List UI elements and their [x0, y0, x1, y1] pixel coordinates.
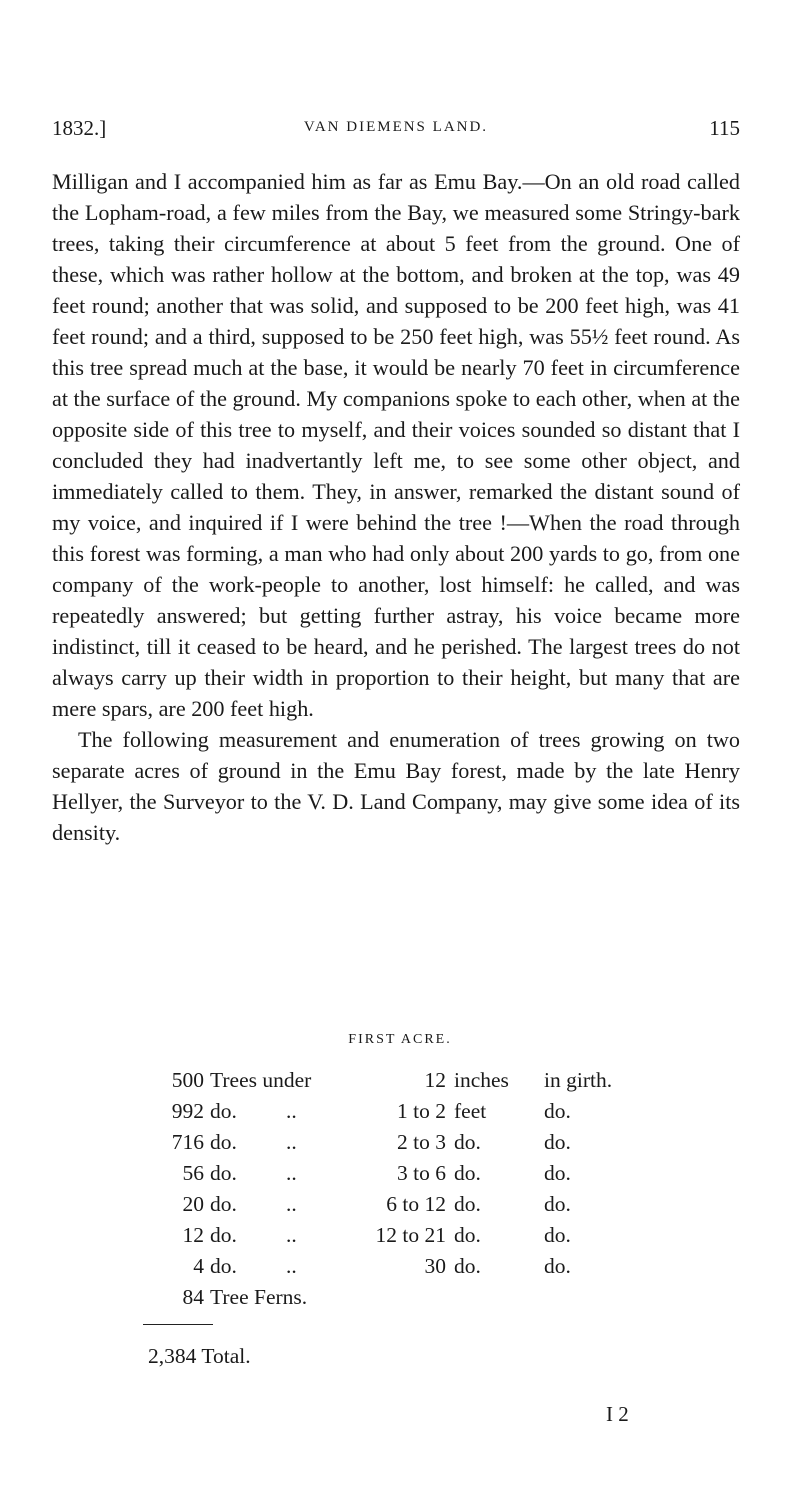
girth-label: do.: [544, 1130, 571, 1154]
size-unit: do.: [454, 1161, 481, 1185]
size-unit: do.: [454, 1192, 481, 1216]
row-label: Trees under: [210, 1068, 312, 1092]
paragraph: The following measurement and enumeration of trees growing on two separate acres of ground in the Emu Bay forest, made by the late Henry Hellyer, the Surveyor to the V. D. Land Company, may give some idea of its density.: [52, 727, 740, 845]
tree-count: 12: [182, 1223, 204, 1247]
girth-label: do.: [544, 1161, 571, 1185]
girth-label: do.: [544, 1192, 571, 1216]
page-number: 115: [709, 116, 740, 140]
size-unit: do.: [454, 1130, 481, 1154]
body-text: [52, 166, 740, 848]
running-header: [52, 116, 740, 146]
leader-dots: ..: [286, 1099, 297, 1123]
size-unit: do.: [454, 1254, 481, 1278]
row-label: do.: [210, 1161, 237, 1185]
girth-label: do.: [544, 1099, 571, 1123]
size-range: 6 to 12: [386, 1192, 446, 1216]
tree-count: 84: [182, 1285, 204, 1309]
tree-count: 4: [193, 1254, 204, 1278]
total-rule: [143, 1324, 213, 1325]
leader-dots: ..: [286, 1223, 297, 1247]
size-range: 2 to 3: [397, 1130, 446, 1154]
size-range: 30: [424, 1254, 446, 1278]
row-label: do.: [210, 1223, 237, 1247]
signature-mark: I 2: [606, 1402, 629, 1426]
row-label: do.: [210, 1254, 237, 1278]
girth-label: do.: [544, 1223, 571, 1247]
leader-dots: ..: [286, 1254, 297, 1278]
table-total: 2,384 Total.: [148, 1344, 251, 1368]
tree-count: 500: [171, 1068, 204, 1092]
size-unit: feet: [454, 1099, 487, 1123]
row-label: do.: [210, 1192, 237, 1216]
tree-count: 992: [171, 1099, 204, 1123]
paragraph: Milligan and I accompanied him as far as Emu Bay.—On an old road called the Lopham-road, a few miles from the Bay, we measured some Stringy-bark trees, taking their circumference at about 5 feet from the ground. One of these, which was rather hollow at the bottom, and broken at the top, was 49 feet round; another that was solid, and supposed to be 200 feet high, was 41 feet round; and a third, supposed to be 250 feet high, was 55½ feet round. As this tree spread much at the base, it would be nearly 70 feet in circumference at the surface of the ground. My companions spoke to each other, when at the opposite side of this tree to myself, and their voices sounded so distant that I concluded they had inadvertantly left me, to see some other object, and immediately called to them. They, in answer, remarked the distant sound of my voice, and inquired if I were behind the tree !—When the road through this forest was forming, a man who had only about 200 yards to go, from one company of the work-people to another, lost himself: he called, and was repeatedly answered; but getting further astray, his voice became more indistinct, till it ceased to be heard, and he perished. The largest trees do not always carry up their width in proportion to their height, but many that are mere spars, are 200 feet high.: [52, 169, 740, 721]
tree-count: 20: [182, 1192, 204, 1216]
section-heading: FIRST ACRE.: [348, 1032, 452, 1047]
row-label: do.: [210, 1099, 237, 1123]
size-range: 12 to 21: [375, 1223, 446, 1247]
leader-dots: ..: [286, 1192, 297, 1216]
tree-count: 716: [171, 1130, 204, 1154]
tree-count: 56: [182, 1161, 204, 1185]
size-range: 3 to 6: [397, 1161, 446, 1185]
girth-label: do.: [544, 1254, 571, 1278]
size-range: 1 to 2: [397, 1099, 446, 1123]
row-label: do.: [210, 1130, 237, 1154]
header-year: 1832.]: [52, 116, 107, 140]
leader-dots: ..: [286, 1130, 297, 1154]
leader-dots: ..: [286, 1161, 297, 1185]
size-unit: do.: [454, 1223, 481, 1247]
row-label: Tree Ferns.: [210, 1285, 308, 1309]
size-unit: inches: [454, 1068, 509, 1092]
running-title: VAN DIEMENS LAND.: [303, 119, 489, 135]
size-range: 12: [424, 1068, 446, 1092]
girth-label: in girth.: [544, 1068, 613, 1092]
